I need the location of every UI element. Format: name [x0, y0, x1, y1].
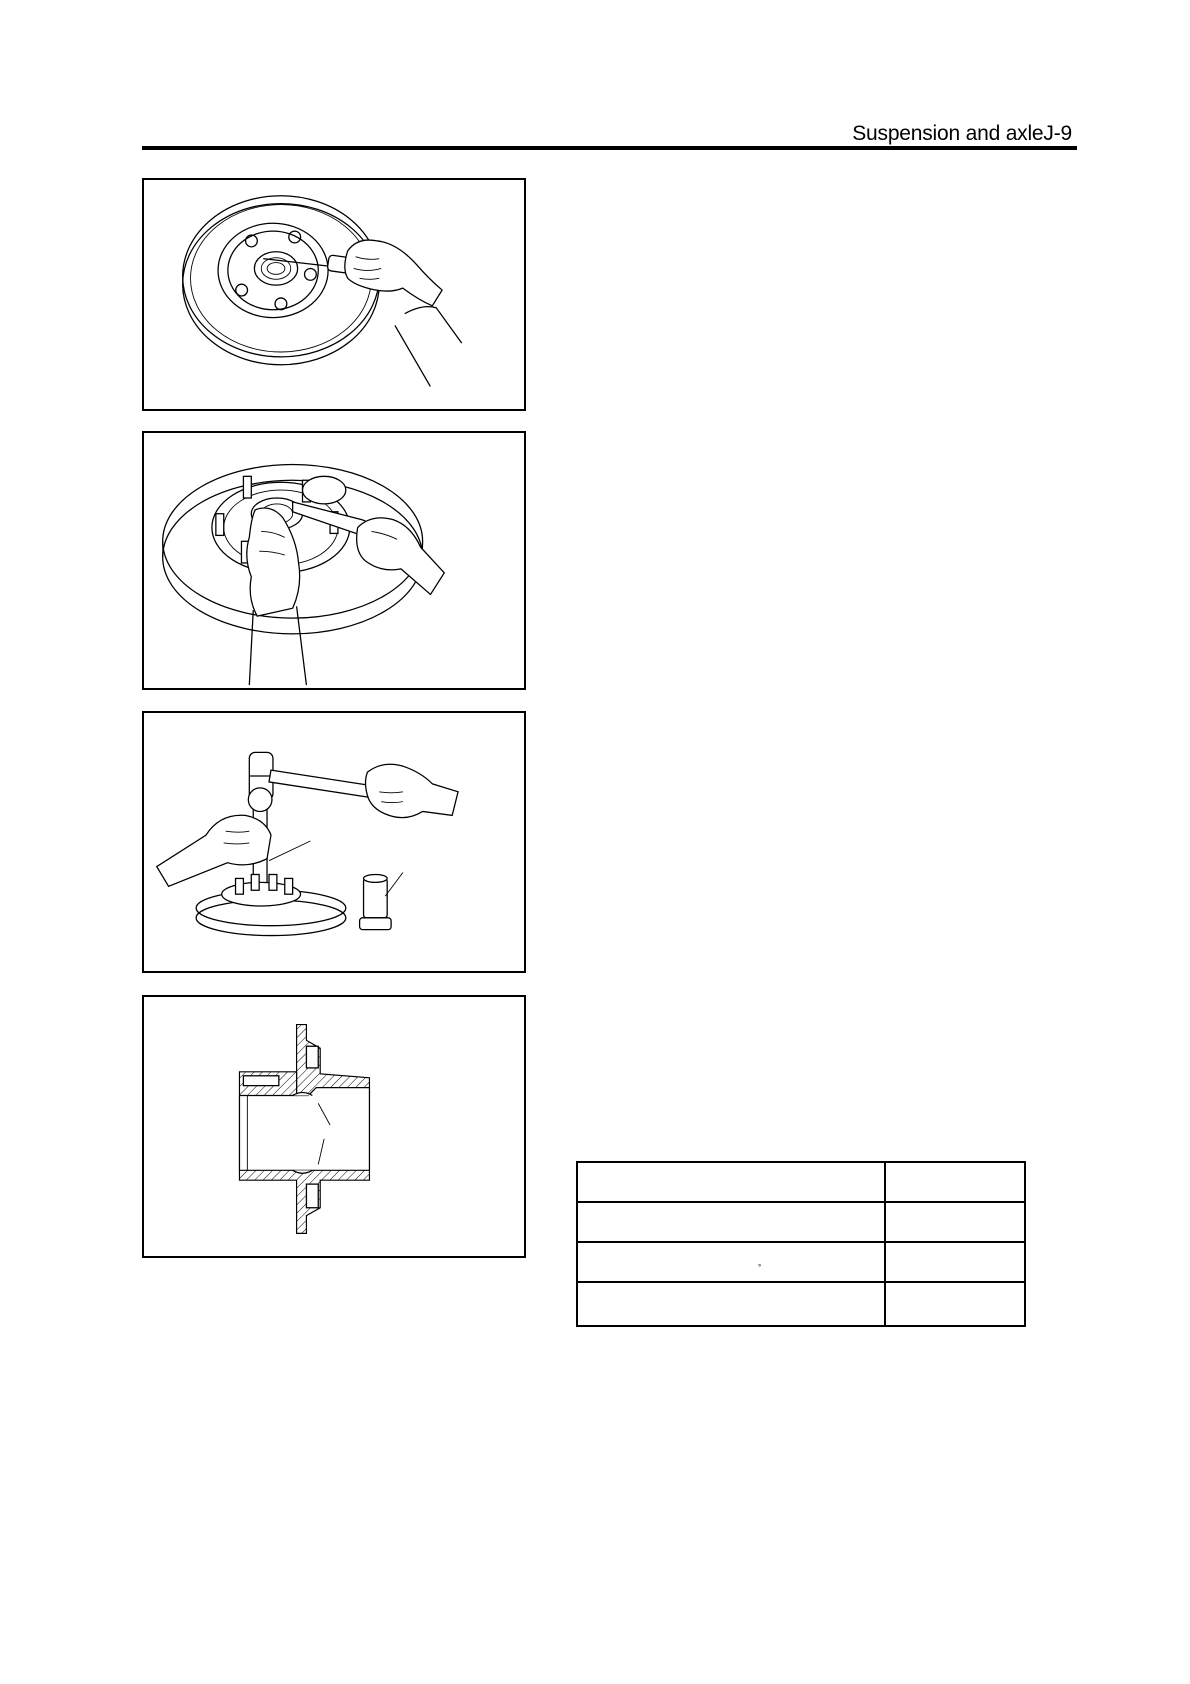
page-header-title: Suspension and axleJ-9 — [852, 122, 1072, 145]
hub-bearing-screwdriver-illustration — [144, 180, 524, 409]
hub-cross-section-illustration — [144, 997, 524, 1256]
hub-bearing-press-by-hand-illustration — [144, 433, 524, 688]
table-cell — [577, 1202, 885, 1242]
table-row — [577, 1282, 1025, 1326]
table-cell — [885, 1162, 1025, 1202]
figure-4 — [142, 995, 526, 1258]
header-rule — [142, 146, 1077, 150]
degree-mark: ° — [758, 1263, 762, 1272]
table-row — [577, 1162, 1025, 1202]
specification-table — [576, 1161, 1026, 1327]
figure-2 — [142, 431, 526, 690]
table-cell — [577, 1162, 885, 1202]
table-cell — [885, 1282, 1025, 1326]
table-cell — [885, 1202, 1025, 1242]
table-cell — [885, 1242, 1025, 1282]
figure-3 — [142, 711, 526, 973]
table-row — [577, 1242, 1025, 1282]
table-row — [577, 1202, 1025, 1242]
table-cell — [577, 1282, 885, 1326]
table-cell — [577, 1242, 885, 1282]
figure-1 — [142, 178, 526, 411]
hammer-and-drift-illustration — [144, 713, 524, 971]
